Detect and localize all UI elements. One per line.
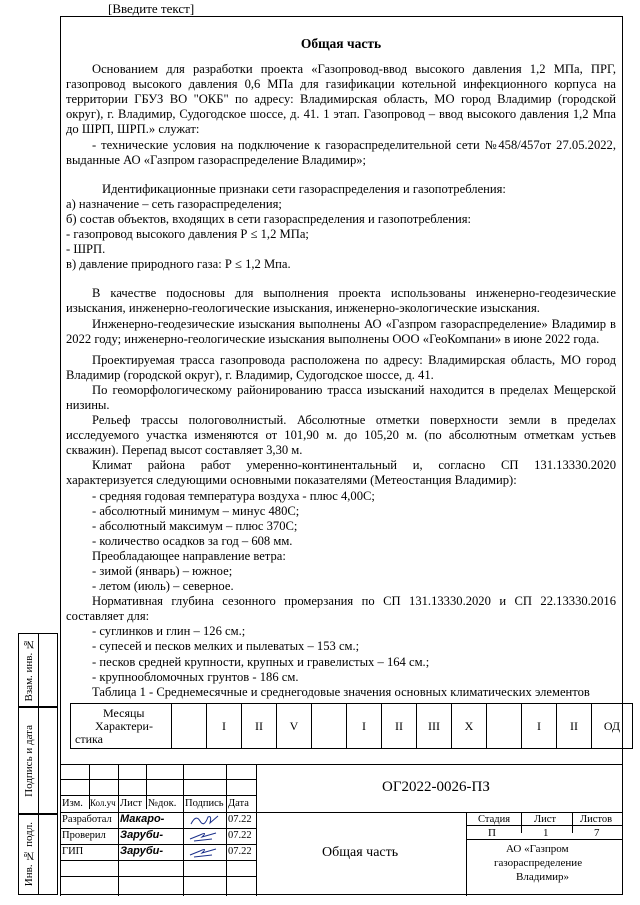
- side-inv-original-label: Инв. № подл.: [22, 822, 35, 887]
- list-item: - крупнообломочных грунтов - 186 см.: [92, 669, 299, 684]
- table-cell: [487, 704, 522, 749]
- document-body: [66, 36, 616, 700]
- list-item: - абсолютный максимум – плюс 370С;: [92, 518, 298, 533]
- side-inv-replace-label: Взам. инв. №: [22, 638, 35, 702]
- table-caption: Таблица 1 - Среднемесячные и среднегодовые значения основных климатических элементов: [92, 684, 590, 699]
- table-cell: III: [417, 704, 452, 749]
- paragraph: Инженерно-геодезические изыскания выполнены АО «Газпром газораспределение» Владимир в 2022 году; инженерно-геологические изыскания выполнены ООО «ГеоКомпани» в июне 2022 года.: [66, 316, 616, 346]
- list-item: - супесей и песков мелких и пылеватых – 153 см.;: [92, 639, 360, 654]
- org-name: Владимир»: [516, 871, 570, 883]
- side-sign-date: [18, 707, 58, 814]
- stage-value: П: [488, 827, 496, 839]
- table-cell: I: [207, 704, 242, 749]
- paragraph: Нормативная глубина сезонного промерзания по СП 131.13330.2020 и СП 22.13330.2016 составляет для:: [66, 594, 616, 624]
- paragraph: Преобладающее направление ветра:: [92, 548, 286, 563]
- table-cell: I: [522, 704, 557, 749]
- list-item: - ШРП.: [66, 242, 106, 257]
- page-title: Общая часть: [300, 36, 382, 51]
- sheets-label: Листов: [580, 814, 613, 825]
- paragraph: Идентификационные признаки сети газораспределения и газопотребления:: [102, 181, 506, 196]
- list-item: - суглинков и глин – 126 см.;: [92, 624, 246, 639]
- list-item: а) назначение – сеть газораспределения;: [66, 196, 282, 211]
- list-item: - количество осадков за год – 608 мм.: [92, 533, 293, 548]
- table-cell: X: [452, 704, 487, 749]
- document-code: ОГ2022-0026-ПЗ: [382, 779, 490, 795]
- list-item: - песков средней крупности, крупных и гравелистых – 164 см.;: [92, 654, 430, 669]
- table-cell: V: [277, 704, 312, 749]
- sign-date: 07.22: [228, 830, 252, 841]
- table-cell: II: [557, 704, 592, 749]
- paragraph: По геоморфологическому районированию трасса изысканий находится в пределах Мещерской низины.: [66, 382, 616, 412]
- table-cell: I: [347, 704, 382, 749]
- list-item: - газопровод высокого давления Р ≤ 1,2 МПа;: [66, 227, 309, 242]
- signer-name: Макаро-: [120, 813, 165, 825]
- table-row: [71, 704, 633, 749]
- col-label: Дата: [228, 798, 249, 809]
- org-name: газораспределение: [494, 857, 583, 869]
- col-label: Подпись: [185, 798, 224, 809]
- list-item: - зимой (январь) – южное;: [92, 564, 233, 578]
- list-item: - средняя годовая температура воздуха - плюс 4,00С;: [92, 488, 375, 503]
- signature-icon: [186, 829, 222, 843]
- paragraph: Проектируемая трасса газопровода расположена по адресу: Владимирская область, МО город Владимир (городской округ), г. Владимир, Судогодское шоссе, д. 41.: [66, 352, 616, 382]
- table-cell: II: [382, 704, 417, 749]
- paragraph: - технические условия на подключение к газораспределительной сети №458/457от 27.05.2022, выданные АО «Газпром газораспределение Владимир»;: [66, 137, 616, 167]
- table-cell: [172, 704, 207, 749]
- table-header-cell: Месяцы Характери- стика: [71, 704, 172, 749]
- signature-icon: [188, 813, 222, 827]
- table-cell: [312, 704, 347, 749]
- list-item: - летом (июль) – северное.: [92, 579, 234, 594]
- role-label: Разработал: [62, 814, 112, 825]
- sheet-title: Общая часть: [322, 845, 399, 860]
- side-inv-replace: [18, 633, 58, 707]
- sheets-value: 7: [594, 827, 600, 839]
- sign-date: 07.22: [228, 846, 252, 857]
- signer-name: Заруби-: [120, 829, 164, 841]
- role-label: ГИП: [62, 846, 84, 857]
- paragraph: Основанием для разработки проекта «Газопровод-ввод высокого давления 1,2 МПа, ПРГ, газопровод высокого давления 0,6 МПа для газификации котельной инфекционного корпуса на территории ГБУЗ ВО "ОКБ" по адресу: Владимирская область, МО город Владимир (городской округ), г. Владимир, Судогодское шоссе, д. 41. 1 этап. Газопровод – ввод высокого давления 1,2 Мпа до ШРП, ШРП.» служат:: [66, 62, 616, 137]
- signature-icon: [186, 845, 222, 859]
- side-sign-date-label: Подпись и дата: [22, 724, 35, 797]
- side-inv-original: [18, 814, 58, 895]
- list-item: в) давление природного газа: Р ≤ 1,2 Мпа.: [66, 257, 291, 272]
- col-label: Лист: [120, 798, 142, 809]
- col-label: Кол.уч: [90, 798, 116, 808]
- col-label: №док.: [148, 798, 177, 809]
- sheet-label: Лист: [534, 814, 556, 825]
- col-label: Изм.: [62, 798, 83, 809]
- paragraph: Рельеф трассы пологоволнистый. Абсолютные отметки поверхности земли в пределах исследуемого участка изменяются от 101,90 м. до 105,20 м. (по абсолютным отметкам устьев скважин). Перепад высот составляет 3,30 м.: [66, 413, 616, 458]
- table-cell: II: [242, 704, 277, 749]
- table-cell: ОД: [592, 704, 633, 749]
- climate-table: [70, 703, 633, 749]
- signer-name: Заруби-: [120, 845, 164, 857]
- paragraph: В качестве подосновы для выполнения проекта использованы инженерно-геодезические изыскания, инженерно-геологические изыскания, инженерно-экологические изыскания.: [66, 286, 616, 316]
- org-name: АО «Газпром: [506, 843, 569, 855]
- role-label: Проверил: [62, 830, 106, 841]
- sheet-value: 1: [543, 827, 549, 839]
- stage-label: Стадия: [478, 814, 511, 825]
- header-placeholder: [Введите текст]: [108, 1, 195, 16]
- title-block: [60, 764, 623, 896]
- paragraph: Климат района работ умеренно-континентальный и, согласно СП 131.13330.2020 характеризуется следующими основными показателями (Метеостанция Владимир):: [66, 458, 616, 488]
- list-item: б) состав объектов, входящих в сети газораспределения и газопотребления:: [66, 211, 471, 226]
- sign-date: 07.22: [228, 814, 252, 825]
- list-item: - абсолютный минимум – минус 480С;: [92, 503, 300, 518]
